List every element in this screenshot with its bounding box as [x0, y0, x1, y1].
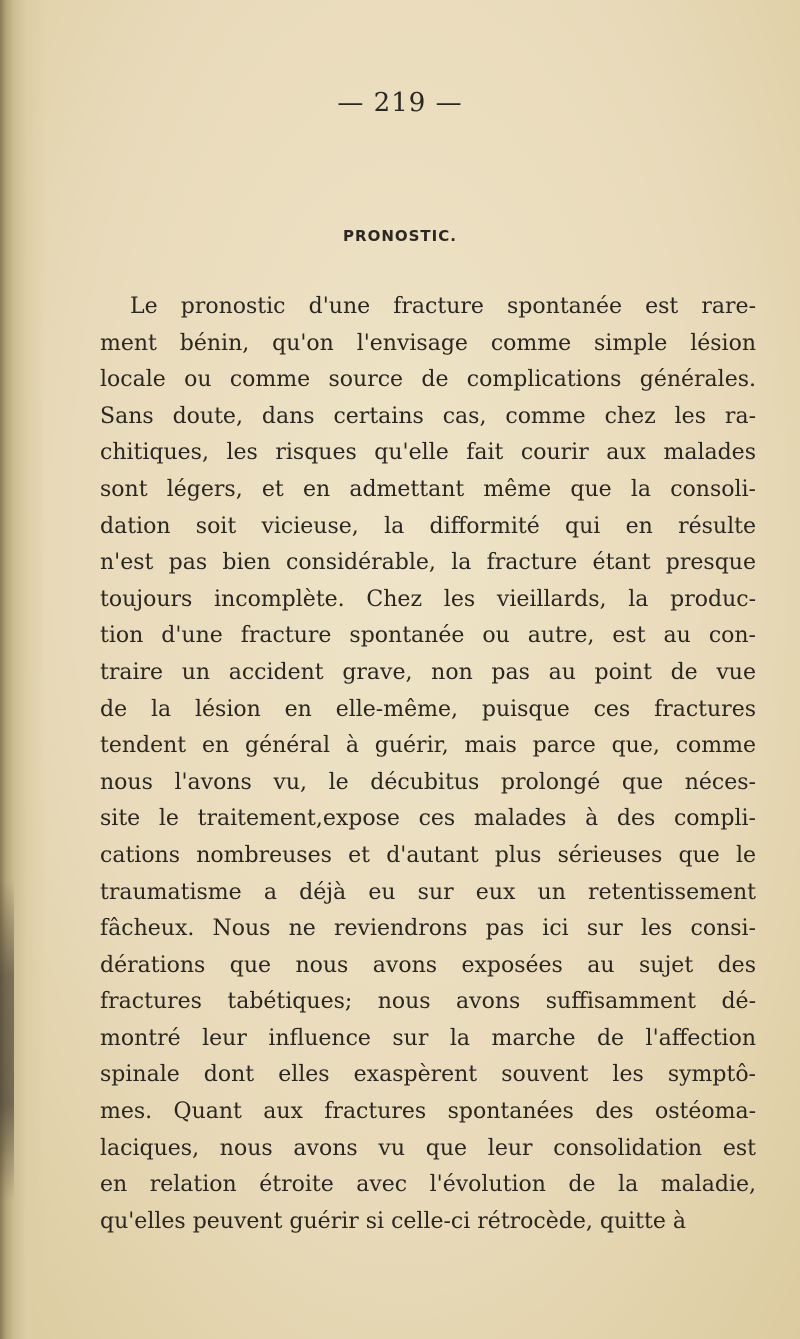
- body-paragraph: [100, 289, 756, 1240]
- text-line: qu'elles peuvent guérir si celle-ci rétrocède, quitte à: [100, 1208, 686, 1234]
- text-line: fâcheux. Nous ne reviendrons pas ici sur les consi-: [100, 916, 756, 942]
- text-line: traire un accident grave, non pas au point de vue: [100, 659, 756, 685]
- text-line: en relation étroite avec l'évolution de la maladie,: [100, 1172, 756, 1198]
- text-line: montré leur influence sur la marche de l'affection: [100, 1025, 756, 1051]
- text-line: laciques, nous avons vu que leur consolidation est: [100, 1135, 756, 1161]
- section-heading: PRONOSTIC.: [343, 227, 457, 245]
- text-line: locale ou comme source de complications générales.: [100, 367, 756, 393]
- text-line: cations nombreuses et d'autant plus sérieuses que le: [100, 842, 756, 868]
- page-number: — 219 —: [337, 88, 463, 118]
- text-line: dérations que nous avons exposées au sujet des: [100, 952, 756, 978]
- text-line: mes. Quant aux fractures spontanées des ostéoma-: [100, 1099, 756, 1125]
- text-line: sont légers, et en admettant même que la consoli-: [100, 476, 756, 502]
- text-line: spinale dont elles exaspèrent souvent les symptô-: [100, 1062, 756, 1088]
- text-line: dation soit vicieuse, la difformité qui en résulte: [100, 513, 756, 539]
- text-line: n'est pas bien considérable, la fracture étant presque: [100, 550, 756, 576]
- text-line: Sans doute, dans certains cas, comme chez les ra-: [100, 403, 756, 429]
- text-line: toujours incomplète. Chez les vieillards, la produc-: [100, 586, 756, 612]
- text-line: traumatisme a déjà eu sur eux un retentissement: [100, 879, 756, 905]
- text-line: de la lésion en elle-même, puisque ces fractures: [100, 696, 756, 722]
- binding-shadow-dark: [0, 880, 14, 1200]
- text-line: Le pronostic d'une fracture spontanée est rare-: [130, 294, 756, 319]
- text-line: chitiques, les risques qu'elle fait courir aux malades: [100, 440, 756, 466]
- text-line: nous l'avons vu, le décubitus prolongé que néces-: [100, 769, 756, 795]
- text-line: ment bénin, qu'on l'envisage comme simple lésion: [100, 330, 756, 356]
- text-line: tion d'une fracture spontanée ou autre, est au con-: [100, 623, 756, 649]
- text-line: tendent en général à guérir, mais parce que, comme: [100, 733, 756, 759]
- text-line: fractures tabétiques; nous avons suffisamment dé-: [100, 989, 756, 1015]
- text-line: site le traitement,expose ces malades à des compli-: [100, 806, 756, 832]
